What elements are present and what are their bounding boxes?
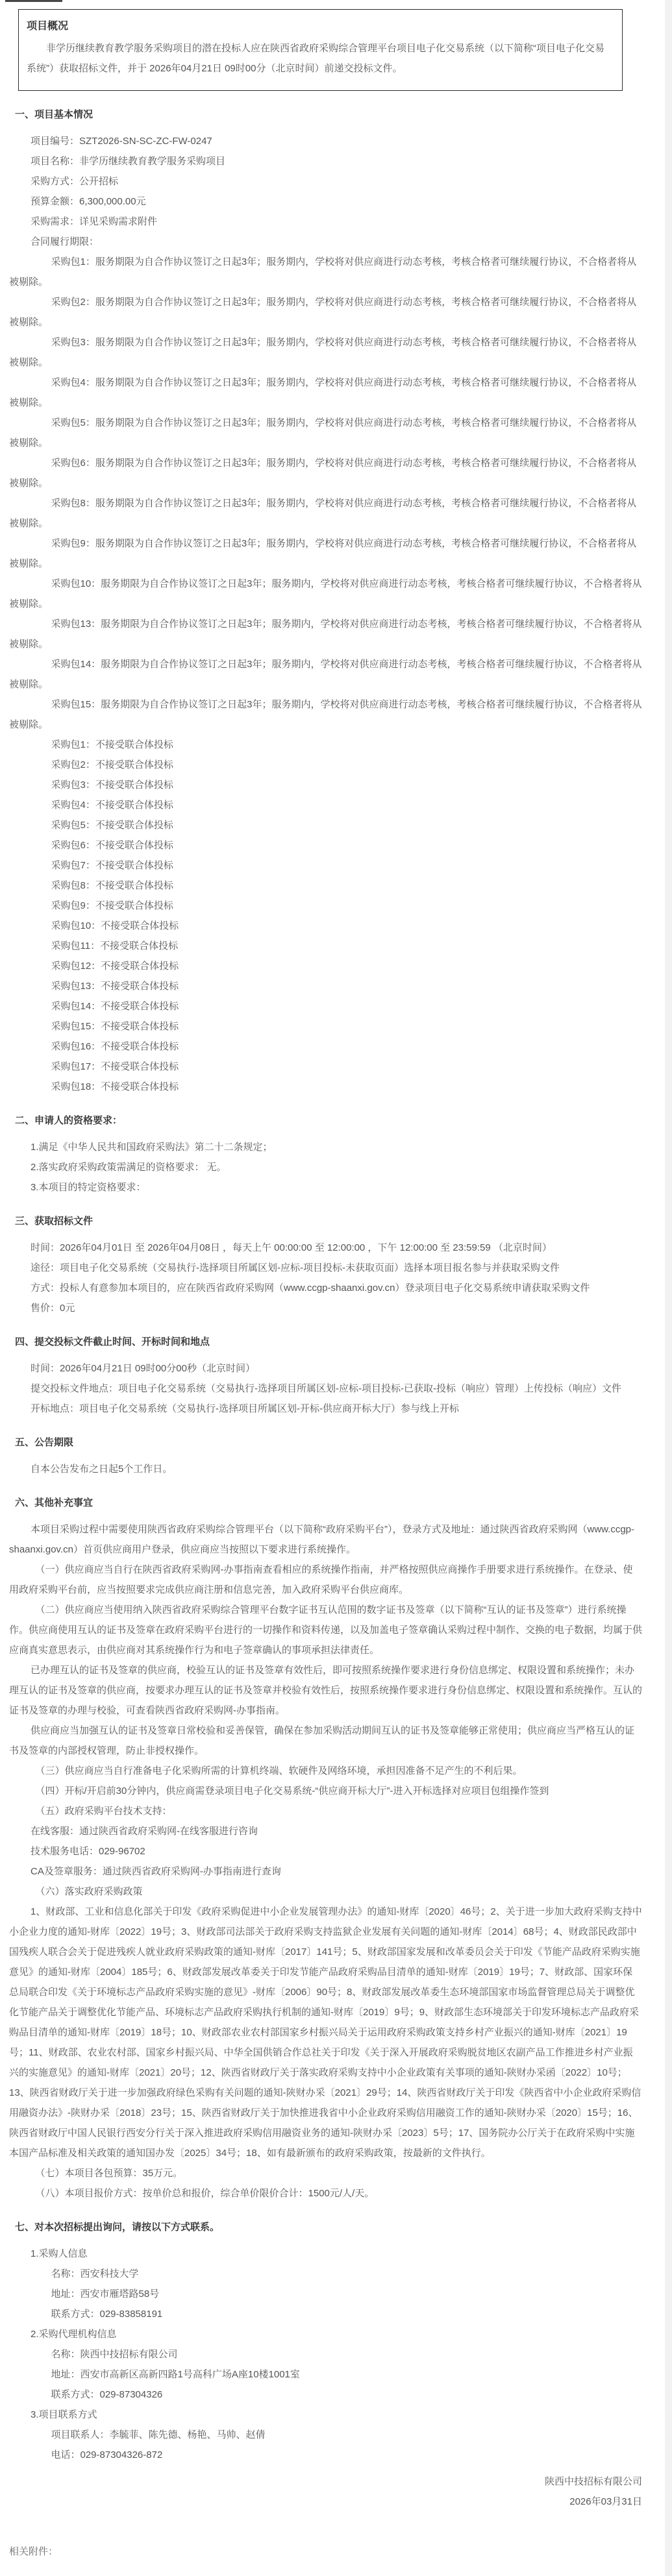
overview-body: 非学历继续教育教学服务采购项目的潜在投标人应在陕西省政府采购综合管理平台项目电子化交易系统（以下简称“项目电子化交易系统”）获取招标文件，并于 2026年04月21日 09时00分（北京时间）前递交投标文件。 <box>27 43 605 74</box>
policy-document-list: 1、财政部、工业和信息化部关于印发《政府采购促进中小企业发展管理办法》的通知-财库〔2020〕46号；2、关于进一步加大政府采购支持中小企业力度的通知-财库〔2022〕19号；3、财政部司法部关于政府采购支持监狱企业发展有关问题的通知-财库〔2014〕68号；4、财政部民政部中国残疾人联合会关于促进残疾人就业政府采购政策的通知-财库〔2017〕141号；5、财政部国家发展和改革委员会关于印发《节能产品政府采购实施意见》的通知-财库〔2004〕185号；6、财政部发展改革委关于印发节能产品政府采购品目清单的通知-财库〔2019〕19号；7、财政部、国家环保总局联合印发《关于环境标志产品政府采购实施的意见》-财库〔2006〕90号；8、财政部发展改革委生态环境部国家市场监督管理总局关于调整优化节能产品关于调整优化节能产品、环境标志产品政府采购执行机制的通知-财库〔2019〕9号；9、财政部生态环境部关于印发环境标志产品政府采购品目清单的通知-财库〔2019〕18号；10、财政部农业农村部国家乡村振兴局关于运用政府采购政策支持乡村产业振兴的通知-财库〔2021〕19号；11、财政部、农业农村部、国家乡村振兴局、中华全国供销合作总社关于印发《关于深入开展政府采购脱贫地区农副产品工作推进乡村产业振兴的实施意见》的通知-财库〔2021〕20号；12、陕西省财政厅关于落实政府采购支持中小企业政策有关事项的通知-陕财办采函〔2022〕10号；13、陕西省财政厅关于进一步加强政府绿色采购有关问题的通知-陕财办采〔2021〕29号；14、陕西省财政厅关于印发《陕西省中小企业政府采购信用融资办法》-陕财办采〔2018〕23号；15、陕西省财政厅关于加快推进我省中小企业政府采购信用融资工作的通知-陕财办采〔2020〕15号；16、陕西省财政厅中国人民银行西安分行关于深入推进政府采购信用融资业务的通知-陕财办采〔2023〕5号；17、国务院办公厅关于在政府采购中实施本国产品标准及相关政策的通知国办发〔2025〕34号；18、如有最新颁布的政府采购政策，按最新的文件执行。 <box>9 1906 642 2159</box>
section4-heading: 四、提交投标文件截止时间、开标时间和地点 <box>15 1336 210 1347</box>
tech-support-line: 在线客服：通过陕西省政府采购网-在线客服进行咨询 <box>31 1826 258 1837</box>
sec6-item-3: （三）供应商应当自行准备电子化采购所需的计算机终端、软硬件及网络环境，承担因准备不足产生的不利后果。 <box>35 1765 523 1776</box>
section1-heading: 一、项目基本情况 <box>15 109 93 120</box>
consortium-line: 采购包7：不接受联合体投标 <box>51 860 173 871</box>
consortium-line: 采购包12：不接受联合体投标 <box>51 961 179 972</box>
submission-line: 开标地点：项目电子化交易系统（交易执行-选择项目所属区划-开标-供应商开标大厅）参与线上开标 <box>31 1403 459 1414</box>
submission-line: 提交投标文件地点：项目电子化交易系统（交易执行-选择项目所属区划-应标-项目投标-已获取-投标（响应）管理）上传投标（响应）文件 <box>31 1383 621 1394</box>
consortium-line: 采购包2：不接受联合体投标 <box>51 759 173 770</box>
basic-info-line: 合同履行期限： <box>31 236 99 247</box>
consortium-line: 采购包6：不接受联合体投标 <box>51 840 173 851</box>
basic-info-line: 项目编号：SZT2026-SN-SC-ZC-FW-0247 <box>31 136 212 147</box>
purchaser-info-list <box>9 2264 642 2324</box>
acquisition-line: 售价：0元 <box>31 1303 75 1314</box>
agency-info-line: 联系方式：029-87304326 <box>51 2389 163 2400</box>
contract-term-line: 采购包6：服务期限为自合作协议签订之日起3年；服务期内，学校将对供应商进行动态考核，考核合格者可继续履行协议，不合格者将从被剔除。 <box>9 458 637 489</box>
consortium-line: 采购包17：不接受联合体投标 <box>51 1061 179 1072</box>
consortium-line: 采购包13：不接受联合体投标 <box>51 981 179 992</box>
contract-terms-list <box>9 252 642 735</box>
sec6-item-7: （七）本项目各包预算：35万元。 <box>35 2168 183 2179</box>
tech-support-line: CA及签章服务：通过陕西省政府采购网-办事指南进行查询 <box>31 1866 281 1877</box>
agency-info-line: 名称：陕西中技招标有限公司 <box>51 2349 178 2360</box>
contract-term-line: 采购包10：服务期限为自合作协议签订之日起3年；服务期内，学校将对供应商进行动态考核，考核合格者可继续履行协议，不合格者将从被剔除。 <box>9 578 642 609</box>
acquisition-line: 时间：2026年04月01日 至 2026年04月08日 ，每天上午 00:00:00 至 12:00:00 ，下午 12:00:00 至 23:59:59 （北京时间） <box>31 1242 552 1253</box>
consortium-line: 采购包4：不接受联合体投标 <box>51 800 173 811</box>
contract-term-line: 采购包2：服务期限为自合作协议签订之日起3年；服务期内，学校将对供应商进行动态考核，考核合格者可继续履行协议，不合格者将从被剔除。 <box>9 297 637 328</box>
project-contact-line: 项目联系人：李毓菲、陈先德、杨艳、马帅、赵倩 <box>51 2429 266 2440</box>
consortium-line: 采购包9：不接受联合体投标 <box>51 900 173 911</box>
contract-term-line: 采购包1：服务期限为自合作协议签订之日起3年；服务期内，学校将对供应商进行动态考核，考核合格者可继续履行协议，不合格者将从被剔除。 <box>9 256 637 288</box>
consortium-line: 采购包16：不接受联合体投标 <box>51 1041 179 1052</box>
sec6-item-8: （八）本项目报价方式：按单价总和报价，综合单价限价合计：1500元/人/天。 <box>35 2188 375 2199</box>
section7-heading: 七、对本次招标提出询问，请按以下方式联系。 <box>15 2222 220 2233</box>
contract-term-line: 采购包4：服务期限为自合作协议签订之日起3年；服务期内，学校将对供应商进行动态考核，考核合格者可继续履行协议，不合格者将从被剔除。 <box>9 377 637 408</box>
agency-info-list <box>9 2344 642 2405</box>
purchaser-info-line: 联系方式：029-83858191 <box>51 2309 163 2320</box>
signature-date: 2026年03月31日 <box>569 2496 642 2507</box>
contract-term-line: 采购包9：服务期限为自合作协议签订之日起3年；服务期内，学校将对供应商进行动态考核，考核合格者可继续履行协议，不合格者将从被剔除。 <box>9 538 637 569</box>
acquisition-line: 途径：项目电子化交易系统（交易执行-选择项目所属区划-应标-项目投标-未获取页面）选择本项目报名参与并获取采购文件 <box>31 1262 560 1273</box>
announcement-period-body: 自本公告发布之日起5个工作日。 <box>31 1464 173 1475</box>
sec6-item-2: （二）供应商应当使用纳入陕西省政府采购综合管理平台数字证书互认范围的数字证书及签章（以下简称“互认的证书及签章”）进行系统操作。供应商使用互认的证书及签章在政府采购平台进行的一切操作和资料传递，以及加盖电子签章确认采购过程中制作、交换的电子数据，均属于供应商真实意思表示，由供应商对其系统操作行为和电子签章确认的事项承担法律责任。 <box>9 1604 643 1656</box>
consortium-line: 采购包11：不接受联合体投标 <box>51 940 179 951</box>
purchaser-info-line: 名称：西安科技大学 <box>51 2268 139 2279</box>
sec6-item-6: （六）落实政府采购政策 <box>35 1886 143 1897</box>
contract-term-line: 采购包13：服务期限为自合作协议签订之日起3年；服务期内，学校将对供应商进行动态考核，考核合格者可继续履行协议，不合格者将从被剔除。 <box>9 619 642 650</box>
consortium-line: 采购包10：不接受联合体投标 <box>51 920 179 931</box>
tech-support-line: 技术服务电话：029-96702 <box>31 1846 145 1857</box>
contract-term-line: 采购包5：服务期限为自合作协议签订之日起3年；服务期内，学校将对供应商进行动态考核，考核合格者可继续履行协议，不合格者将从被剔除。 <box>9 417 637 448</box>
consortium-line: 采购包1：不接受联合体投标 <box>51 739 173 750</box>
signature-agency-name: 陕西中技招标有限公司 <box>544 2476 642 2487</box>
contract-term-line: 采购包15：服务期限为自合作协议签订之日起3年；服务期内，学校将对供应商进行动态考核，考核合格者可继续履行协议，不合格者将从被剔除。 <box>9 699 642 730</box>
sec6-paragraph-intro: 本项目采购过程中需要使用陕西省政府采购综合管理平台（以下简称“政府采购平台”），登录方式及地址：通过陕西省政府采购网（www.ccgp-shaanxi.gov.cn）首页供应商用户登录，供应商应当按照以下要求进行系统操作。 <box>9 1524 635 1555</box>
consortium-line: 采购包3：不接受联合体投标 <box>51 779 173 791</box>
agency-info-heading: 2.采购代理机构信息 <box>31 2329 117 2340</box>
section2-heading: 二、申请人的资格要求： <box>15 1115 123 1126</box>
acquisition-line: 方式：投标人有意参加本项目的，应在陕西省政府采购网（www.ccgp-shaanxi.gov.cn）登录项目电子化交易系统申请获取采购文件 <box>31 1282 590 1294</box>
contract-term-line: 采购包8：服务期限为自合作协议签订之日起3年；服务期内，学校将对供应商进行动态考核，考核合格者可继续履行协议，不合格者将从被剔除。 <box>9 498 637 529</box>
purchaser-info-heading: 1.采购人信息 <box>31 2248 88 2259</box>
basic-info-line: 采购需求：详见采购需求附件 <box>31 216 158 227</box>
section3-heading: 三、获取招标文件 <box>15 1216 93 1227</box>
consortium-line: 采购包15：不接受联合体投标 <box>51 1021 179 1032</box>
project-contact-line: 电话：029-87304326-872 <box>51 2449 163 2460</box>
overview-box <box>18 9 623 91</box>
sec6-item-2-cont-2: 供应商应当加强互认的证书及签章日常校验和妥善保管，确保在参加采购活动期间互认的证书及签章能够正常使用；供应商应当严格互认的证书及签章的内部授权管理，防止非授权操作。 <box>9 1725 635 1756</box>
tech-support-list <box>9 1821 642 1882</box>
basic-info-line: 预算金额：6,300,000.00元 <box>31 196 146 207</box>
contract-term-line: 采购包3：服务期限为自合作协议签订之日起3年；服务期内，学校将对供应商进行动态考核，考核合格者可继续履行协议，不合格者将从被剔除。 <box>9 337 637 368</box>
qualification-list <box>9 1137 642 1197</box>
consortium-line: 采购包5：不接受联合体投标 <box>51 820 173 831</box>
contract-term-line: 采购包14：服务期限为自合作协议签订之日起3年；服务期内，学校将对供应商进行动态考核，考核合格者可继续履行协议，不合格者将从被剔除。 <box>9 659 642 690</box>
sec6-item-1: （一）供应商应当自行在陕西省政府采购网-办事指南查看相应的系统操作指南，并严格按照供应商操作手册要求进行系统操作。在登录、使用政府采购平台前，应当按照要求完成供应商注册和信息完善，加入政府采购平台供应商库。 <box>9 1564 633 1595</box>
basic-info-fields <box>9 131 642 252</box>
consortium-line: 采购包14：不接受联合体投标 <box>51 1001 179 1012</box>
section5-heading: 五、公告期限 <box>15 1437 74 1448</box>
bid-submission-list <box>9 1358 642 1419</box>
project-contact-heading: 3.项目联系方式 <box>31 2409 97 2420</box>
project-contact-list <box>9 2425 642 2465</box>
overview-title: 项目概况 <box>27 21 69 32</box>
section6-heading: 六、其他补充事宜 <box>15 1497 93 1508</box>
sec6-item-4: （四）开标/开启前30分钟内，供应商需登录项目电子化交易系统-“供应商开标大厅”-进入开标选择对应项目包组操作签到 <box>35 1785 549 1797</box>
basic-info-line: 采购方式：公开招标 <box>31 176 119 187</box>
cropped-element-fragment <box>5 0 62 2</box>
consortium-line: 采购包8：不接受联合体投标 <box>51 880 173 891</box>
scrollbar-track[interactable] <box>665 0 672 2576</box>
basic-info-line: 项目名称：非学历继续教育教学服务采购项目 <box>31 156 226 167</box>
sec6-item-2-cont-1: 已办理互认的证书及签章的供应商，校验互认的证书及签章有效性后，即可按照系统操作要求进行身份信息绑定、权限设置和系统操作；未办理互认的证书及签章的供应商，按要求办理互认的证书及签章并校验有效性后，按照系统操作要求进行身份信息绑定、权限设置和系统操作。互认的证书及签章的办理与校验，可查看陕西省政府采购网-办事指南。 <box>9 1665 643 1716</box>
attachments-label: 相关附件： <box>9 2546 58 2557</box>
submission-line: 时间：2026年04月21日 09时00分00秒（北京时间） <box>31 1363 255 1374</box>
sec6-item-5: （五）政府采购平台技术支持： <box>35 1806 172 1817</box>
signature-block <box>9 2472 642 2512</box>
agency-info-line: 地址：西安市高新区高新四路1号高科广场A座10楼1001室 <box>51 2369 300 2380</box>
qualification-line: 1.满足《中华人民共和国政府采购法》第二十二条规定； <box>31 1142 273 1153</box>
purchaser-info-line: 地址：西安市雁塔路58号 <box>51 2288 160 2300</box>
qualification-line: 3.本项目的特定资格要求： <box>31 1182 146 1193</box>
consortium-line: 采购包18：不接受联合体投标 <box>51 1081 179 1092</box>
qualification-line: 2.落实政府采购政策需满足的资格要求： 无。 <box>31 1162 227 1173</box>
document-acquisition-list <box>9 1238 642 1318</box>
consortium-list <box>9 735 642 1097</box>
